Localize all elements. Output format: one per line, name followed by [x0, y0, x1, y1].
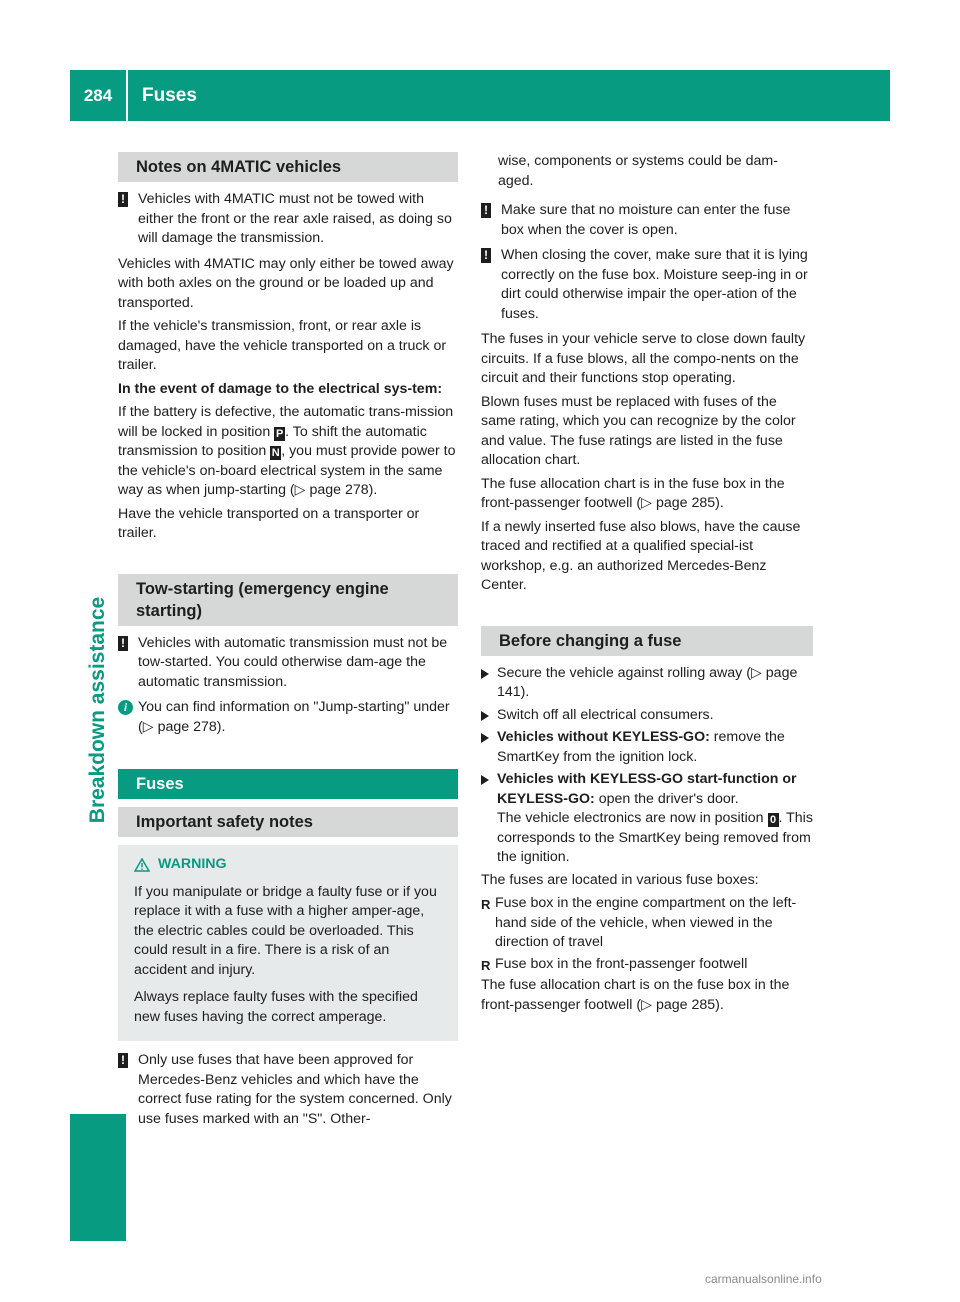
- page-number: 284: [83, 85, 113, 105]
- info-icon: i: [118, 700, 133, 715]
- bold-paragraph: In the event of damage to the electrical sys-tem:: [118, 380, 443, 397]
- caution-note: ! Vehicles with 4MATIC must not be towed with either the front or the rear axle raised, as doing so will damage the transmission.: [118, 190, 458, 249]
- warning-text: Always replace faulty fuses with the specified new fuses having the correct amperage.: [134, 989, 418, 1025]
- paragraph: The fuses in your vehicle serve to close down faulty circuits. If a fuse blows, all the compo-nents on the circuit and their functions stop operating.: [481, 331, 806, 386]
- right-column: [481, 152, 813, 1019]
- exclamation-icon: !: [481, 248, 491, 263]
- caution-note: ! Only use fuses that have been approved for Mercedes-Benz vehicles and which have the correct fuse rating for the system concerned. Only use fuses marked with an "S". Other-: [118, 1051, 458, 1129]
- page-link[interactable]: page 141: [497, 664, 798, 700]
- step-arrow-icon: [481, 669, 489, 679]
- page-link[interactable]: page 285: [655, 495, 716, 511]
- exclamation-icon: !: [481, 203, 491, 218]
- page-ref-arrow-icon: ▷: [641, 996, 656, 1013]
- caution-note: ! When closing the cover, make sure that it is lying correctly on the fuse box. Moisture seep-ing in or dirt could otherwise impair the oper-ation of the fuses.: [481, 246, 813, 324]
- instruction-step: Vehicles without KEYLESS-GO: remove the SmartKey from the ignition lock.: [481, 728, 813, 767]
- paragraph: If the vehicle's transmission, front, or rear axle is damaged, have the vehicle transported on a truck or trailer.: [118, 318, 447, 373]
- step-arrow-icon: [481, 733, 489, 743]
- page-link[interactable]: page 278: [157, 718, 217, 735]
- gear-n-symbol: N: [271, 447, 280, 459]
- section-heading: Important safety notes: [118, 807, 458, 837]
- warning-text: If you manipulate or bridge a faulty fuse or if you replace it with a fuse with a higher amper-age, the electric cables could be overloaded. This could result in a fire. There is a risk of an accident and injury.: [134, 883, 437, 978]
- instruction-step: Vehicles with KEYLESS-GO start-function or KEYLESS-GO: open the driver's door. The vehicle electronics are now in position 0 . This corresponds to the SmartKey being removed from the ignition.: [481, 770, 813, 868]
- paragraph: The fuse allocation chart is in the fuse box in the front-passenger footwell (▷ page 285).: [481, 475, 785, 511]
- page-ref-arrow-icon: ▷: [142, 718, 158, 735]
- list-item: R Fuse box in the front-passenger footwell: [481, 955, 813, 975]
- section-heading: Tow-starting (emergency engine starting): [118, 574, 458, 626]
- gear-p-symbol: P: [275, 427, 284, 440]
- left-column: [118, 152, 458, 1135]
- list-item: R Fuse box in the engine compartment on the left-hand side of the vehicle, when viewed in the direction of travel: [481, 895, 797, 950]
- bullet-icon: R: [481, 897, 491, 912]
- paragraph: wise, components or systems could be dam-aged.: [498, 153, 778, 189]
- exclamation-icon: !: [118, 636, 128, 651]
- paragraph: If a newly inserted fuse also blows, have the cause traced and rectified at a qualified special-ist workshop, e.g. an authorized Mercedes-Benz Center.: [481, 518, 801, 593]
- header-divider: [126, 70, 128, 121]
- exclamation-icon: !: [118, 1053, 128, 1068]
- page-ref-arrow-icon: ▷: [641, 495, 656, 511]
- page-link[interactable]: page 278: [309, 482, 369, 498]
- page-title: Fuses: [142, 84, 197, 106]
- step-arrow-icon: [481, 775, 489, 785]
- paragraph: Blown fuses must be replaced with fuses of the same rating, which you can recognize by the color and value. The fuse ratings are listed in the fuse allocation chart.: [481, 393, 796, 468]
- paragraph: The fuses are located in various fuse boxes:: [481, 871, 759, 888]
- paragraph: If the battery is defective, the automatic trans-mission will be locked in position P . To shift the automatic transmission to position N , you must provide power to the vehicle's on-board electrical system in the same way as when jump-starting (▷ page 278).: [118, 404, 456, 498]
- warning-box: [118, 845, 458, 1041]
- paragraph: Vehicles with 4MATIC may only either be towed away with both axles on the ground or be loaded up and transported.: [118, 255, 454, 311]
- exclamation-icon: !: [118, 192, 128, 207]
- step-arrow-icon: [481, 711, 489, 721]
- warning-triangle-icon: [134, 858, 150, 872]
- instruction-step: Secure the vehicle against rolling away (▷ page 141).: [481, 664, 813, 703]
- chapter-label: Breakdown assistance: [86, 596, 109, 824]
- paragraph: Have the vehicle transported on a transporter or trailer.: [118, 505, 420, 541]
- info-note: i You can find information on "Jump-starting" under (▷ page 278).: [118, 698, 458, 737]
- paragraph: The fuse allocation chart is on the fuse box in the front-passenger footwell (▷ page 285).: [481, 977, 790, 1013]
- watermark: carmanualsonline.info: [705, 1272, 822, 1286]
- warning-heading: WARNING: [134, 855, 442, 875]
- page-ref-arrow-icon: ▷: [750, 664, 766, 681]
- caution-note: ! Make sure that no moisture can enter the fuse box when the cover is open.: [481, 201, 813, 240]
- instruction-step: Switch off all electrical consumers.: [481, 706, 813, 726]
- section-heading: Before changing a fuse: [481, 626, 813, 656]
- caution-note: ! Vehicles with automatic transmission must not be tow-started. You could otherwise dam-age the automatic transmission.: [118, 634, 458, 693]
- section-heading: Notes on 4MATIC vehicles: [118, 152, 458, 182]
- chapter-heading: Fuses: [118, 769, 458, 799]
- bullet-icon: R: [481, 957, 491, 973]
- page-link[interactable]: page 285: [655, 996, 716, 1013]
- ignition-0-symbol: 0: [768, 813, 779, 827]
- page-ref-arrow-icon: ▷: [294, 482, 310, 498]
